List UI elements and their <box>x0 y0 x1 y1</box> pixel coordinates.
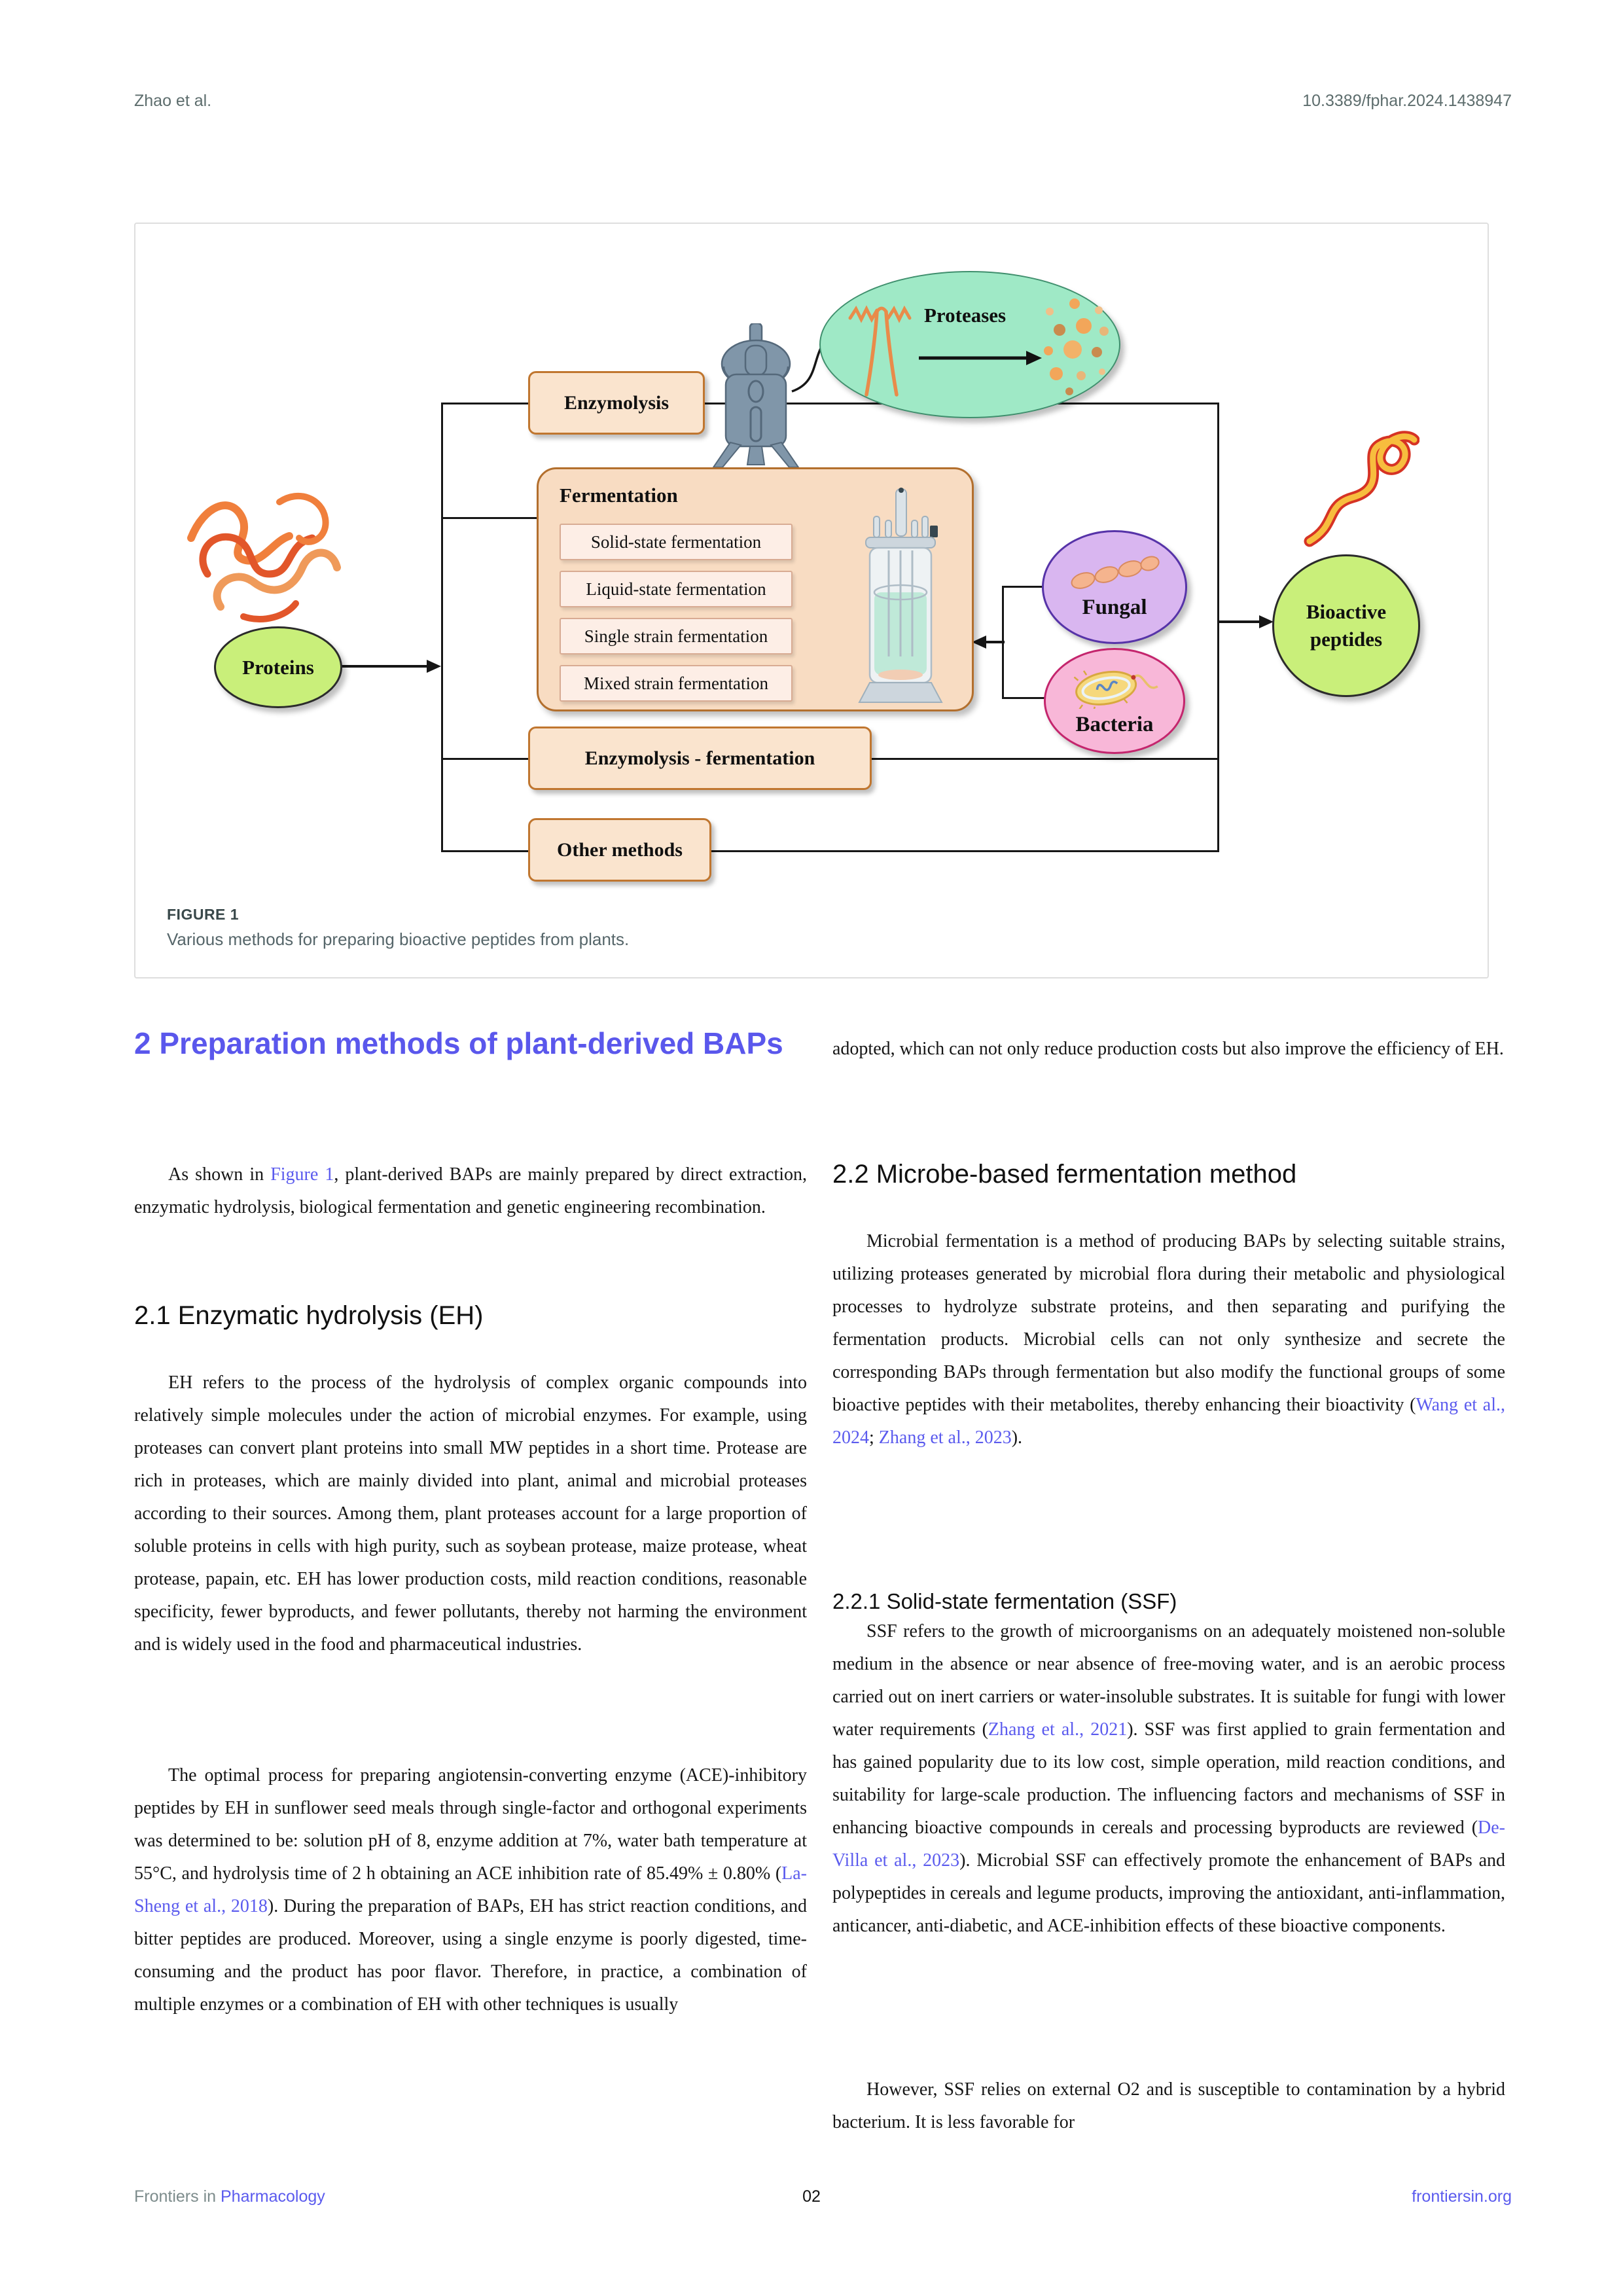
subbox-single-strain <box>560 618 793 655</box>
peptide-fragments-dots-icon <box>1037 292 1112 400</box>
line-enzferm-right <box>872 758 1217 760</box>
line-other-left <box>441 850 528 852</box>
subbox-mixed-strain <box>560 665 793 702</box>
paragraph-intro <box>134 1158 807 1224</box>
subbox-mixed-strain-label: Mixed strain fermentation <box>584 673 768 693</box>
fermentation-node <box>537 467 974 711</box>
enzymolysis-node <box>528 371 705 435</box>
body-text: However, SSF relies on external O2 and is susceptible to contamination by a hybrid bacterium. It is less favorable for <box>832 2079 1505 2132</box>
body-text: ; <box>869 1427 879 1448</box>
line-other-right <box>711 850 1219 852</box>
other-methods-label: Other methods <box>557 838 683 861</box>
subbox-liquid-state-label: Liquid-state fermentation <box>586 579 766 599</box>
paragraph-eh-1 <box>134 1367 807 1661</box>
proteases-label: Proteases <box>924 304 1007 327</box>
body-text: ). Microbial SSF can effectively promote the enhancement of BAPs and polypeptides in cereals and legume products, improving the antioxidant, anti-inflammation, anticancer, anti-diabetic, and ACE-inhibition effects of these bioactive components. <box>832 1850 1506 1936</box>
bioactive-peptides-label: Bioactive peptides <box>1306 600 1387 651</box>
body-text: adopted, which can not only reduce production costs but also improve the efficiency of EH. <box>832 1039 1504 1059</box>
body-text: ). During the preparation of BAPs, EH has strict reaction conditions, and bitter peptides are produced. Moreover, using a single enzyme is poorly digested, time-consuming and the product has poor flavor. Therefore, in practice, a combination of multiple enzymes or a combination of EH with other techniques is usually <box>134 1896 807 2015</box>
line-enzferm-left <box>441 758 528 760</box>
enzymolysis-fermentation-label: Enzymolysis - fermentation <box>584 747 815 769</box>
running-head-authors: Zhao et al. <box>134 92 212 110</box>
proteins-label: Proteins <box>242 655 314 679</box>
footer-page-number: 02 <box>802 2187 821 2206</box>
footer-journal <box>134 2187 325 2206</box>
peptide-ribbon-icon <box>1302 420 1419 554</box>
section-heading-2-2-1: 2.2.1 Solid-state fermentation (SSF) <box>832 1589 1177 1613</box>
body-text: As shown in <box>168 1164 271 1185</box>
line-fungal-connector <box>1002 586 1043 588</box>
proteases-arrow-icon <box>919 350 1043 367</box>
paragraph-ssf-2 <box>832 2073 1505 2139</box>
paragraph-fermentation <box>832 1225 1505 1454</box>
section-heading-2-2: 2.2 Microbe-based fermentation method <box>832 1160 1297 1189</box>
body-text: Microbial fermentation is a method of producing BAPs by selecting suitable strains, utilizing proteases generated by microbial flora during their metabolic and physiological processes to hydrolyze substrate proteins, and then separating and purifying the fermentation products. Microbial cells can not only synthesize and secrete the corresponding BAPs through fermentation but also modify the functional groups of some bioactive peptides with their metabolites, thereby enhancing their bioactivity ( <box>832 1231 1505 1415</box>
running-head-doi: 10.3389/fphar.2024.1438947 <box>1302 92 1512 110</box>
figure-1-panel <box>134 223 1489 978</box>
line-bacteria-connector <box>1002 697 1046 699</box>
proteases-node <box>819 271 1120 418</box>
citation-link[interactable]: Wang et al., 2024 <box>832 1395 1506 1448</box>
bioreactor-icon <box>847 488 954 704</box>
body-text: ). SSF was first applied to grain fermentation and has gained popularity due to its low cost, simple operation, mild reaction conditions, and suitability for large-scale production. The influencing factors and mechanisms of SSF in enhancing bioactive compounds in cereals and processing byproducts are reviewed ( <box>832 1719 1506 1838</box>
fungal-conidia-icon <box>1069 554 1160 590</box>
bacteria-node <box>1044 648 1185 754</box>
footer-journal-prefix: Frontiers in <box>134 2187 221 2206</box>
paragraph-ssf-1 <box>832 1615 1505 1943</box>
fungal-node <box>1042 530 1187 644</box>
proteins-node <box>214 626 342 708</box>
paragraph-eh-continued <box>832 1033 1505 1066</box>
footer-journal-name[interactable]: Pharmacology <box>220 2187 325 2206</box>
fermentation-title: Fermentation <box>560 484 678 507</box>
bacterium-cell-icon <box>1065 666 1164 709</box>
subbox-solid-state <box>560 524 793 560</box>
line-fermentation-connector <box>441 517 539 519</box>
fermenter-tank-icon <box>709 323 802 469</box>
arrow-proteins-right <box>340 657 442 675</box>
fungal-label: Fungal <box>1082 596 1147 619</box>
bioactive-peptides-node <box>1272 554 1420 697</box>
subbox-liquid-state <box>560 571 793 607</box>
figure-caption-label: FIGURE 1 <box>167 906 240 923</box>
bacteria-label: Bacteria <box>1075 712 1154 736</box>
citation-link[interactable]: Zhang et al., 2021 <box>988 1719 1128 1740</box>
citation-link[interactable]: De-Villa et al., 2023 <box>832 1818 1505 1871</box>
body-text: EH refers to the process of the hydrolysis of complex organic compounds into relatively simple molecules under the action of microbial enzymes. For example, using proteases can convert plant proteins into small MW peptides in a short time. Protease are rich in proteases, which are mainly divided into plant, animal and microbial proteases according to their sources. Among them, plant proteases account for a large proportion of soluble proteins in cells with high purity, such as soybean protease, maize protease, wheat protease, papain, etc. EH has lower production costs, mild reaction conditions, reasonable specificity, fewer byproducts, and fewer pollutants, thereby not harming the environment and is widely used in the food and pharmaceutical industries. <box>134 1372 807 1655</box>
enzymolysis-fermentation-node <box>528 726 872 790</box>
protein-ribbon-icon <box>181 476 345 630</box>
body-text: The optimal process for preparing angiotensin-converting enzyme (ACE)-inhibitory peptides by EH in sunflower seed meals through single-factor and orthogonal experiments was determined to be: solution pH of 8, enzyme addition at 7%, water bath temperature at 55°C, and hydrolysis time of 2 h obtaining an ACE inhibition rate of 85.49% ± 0.80% ( <box>134 1765 807 1884</box>
enzymolysis-label: Enzymolysis <box>563 391 669 414</box>
footer-site-link[interactable]: frontiersin.org <box>1412 2187 1512 2206</box>
body-text: , plant-derived BAPs are mainly prepared by direct extraction, enzymatic hydrolysis, biological fermentation and genetic engineering recombination. <box>134 1164 808 1217</box>
body-text: SSF refers to the growth of microorganisms on an adequately moistened non-soluble medium in the absence or near absence of free-moving water, and is an aerobic process carried out on inert carriers or water-insoluble substrates. It is suitable for fungi with lower water requirements ( <box>832 1621 1505 1740</box>
citation-link[interactable]: Zhang et al., 2023 <box>878 1427 1012 1448</box>
other-methods-node <box>528 818 711 882</box>
line-trunk-vertical <box>441 403 443 852</box>
figure-caption-text: Various methods for preparing bioactive peptides from plants. <box>167 929 630 949</box>
citation-link[interactable]: Figure 1 <box>270 1164 334 1185</box>
section-heading-2-1: 2.1 Enzymatic hydrolysis (EH) <box>134 1301 484 1330</box>
arrow-microbes-into-fermentation <box>972 633 1005 651</box>
body-text: ). <box>1011 1427 1023 1448</box>
paragraph-eh-2 <box>134 1759 807 2021</box>
protease-enzyme-icon <box>847 293 916 398</box>
line-enzymolysis-left <box>441 403 528 404</box>
subbox-solid-state-label: Solid-state fermentation <box>590 531 762 552</box>
subbox-single-strain-label: Single strain fermentation <box>584 626 768 646</box>
section-heading-2: 2 Preparation methods of plant-derived BAPs <box>134 1026 783 1060</box>
arrow-to-bioactive-peptides <box>1217 613 1275 631</box>
citation-link[interactable]: La-Sheng et al., 2018 <box>134 1863 807 1916</box>
